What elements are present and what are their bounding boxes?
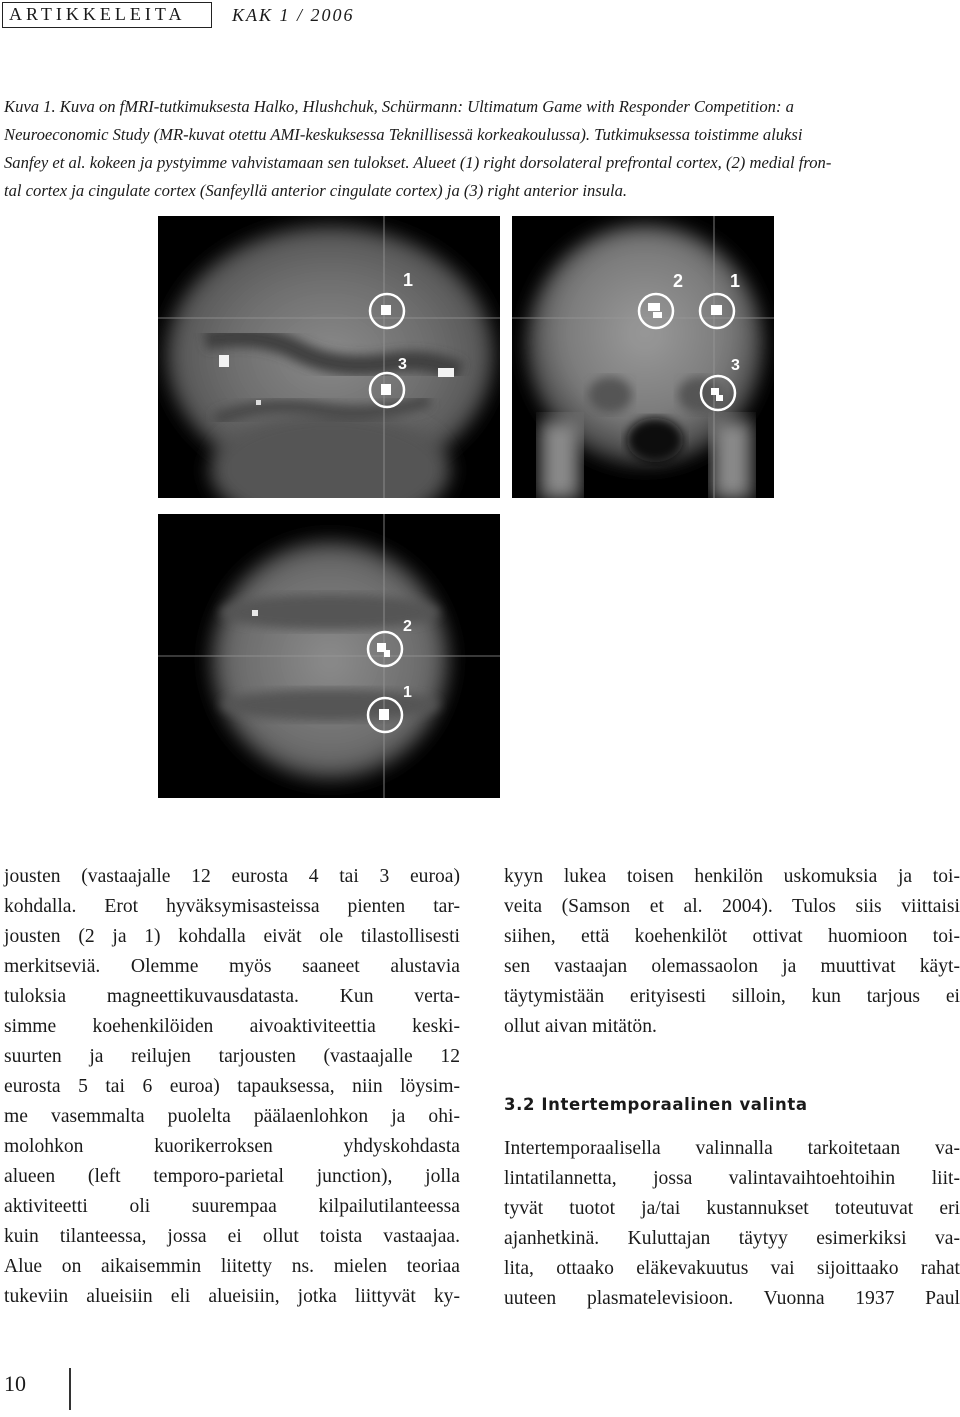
text-line: täytymistään erityisesti silloin, kun tarjous ei: [504, 986, 960, 1007]
text-line: eurosta 5 tai 6 euroa) tapauksessa, niin löysim-: [4, 1076, 460, 1097]
text-line: kuin tilanteessa, jossa ei ollut toista vastaajaa.: [4, 1226, 460, 1247]
text-line: aktiviteetti oli suurempaa kilpailutilanteessa: [4, 1196, 460, 1217]
text-line: lita, ottaako eläkevakuutus vai sijoittaako rahat: [504, 1258, 960, 1279]
right-column: [504, 862, 960, 1314]
caption-line: Neuroeconomic Study (MR-kuvat otettu AMI-keskuksessa Teknillisessä korkeakoulussa). Tutkimuksessa toistimme aluksi: [4, 125, 803, 144]
region-label: 2: [403, 618, 412, 635]
text-line: Alue on aikaisemmin liitetty ns. mielen teoriaa: [4, 1256, 460, 1277]
sagittal-scan: [158, 216, 500, 530]
text-line: sen vastaajan olemassaolon ja muuttivat käyt-: [504, 956, 960, 977]
region-label: 3: [398, 356, 407, 373]
page-number: 10: [4, 1371, 26, 1396]
text-line: kohdalla. Erot hyväksymisasteissa pienten tar-: [4, 896, 460, 917]
caption-line: Kuva 1. Kuva on fMRI-tutkimuksesta Halko, Hlushchuk, Schürmann: Ultimatum Game with Responder Competition: a: [4, 97, 794, 116]
text-line: suurten ja reilujen tarjousten (vastaajalle 12: [4, 1046, 460, 1067]
issue-label: KAK 1 / 2006: [232, 5, 355, 25]
text-line: kyyn lukea toisen henkilön uskomuksia ja toi-: [504, 866, 960, 887]
left-column: [4, 862, 460, 1312]
text-line: tuloksia magneettikuvausdatasta. Kun verta-: [4, 986, 460, 1007]
text-line: tukeviin alueisiin eli alueisiin, jotka liittyvät ky-: [4, 1286, 460, 1307]
text-line: uuteen plasmatelevisioon. Vuonna 1937 Paul: [504, 1288, 960, 1309]
region-label: 1: [730, 271, 741, 291]
caption-line: tal cortex ja cingulate cortex (Sanfeyllä anterior cingulate cortex) ja (3) right anterior insula.: [4, 181, 628, 200]
text-line: Intertemporaalisella valinnalla tarkoitetaan va-: [504, 1138, 960, 1159]
coronal-scan: [512, 216, 774, 500]
text-line: veita (Samson et al. 2004). Tulos siis viittaisi: [504, 896, 960, 917]
text-line: ajanhetkinä. Kuluttajan täytyy esimerkiksi va-: [504, 1228, 960, 1249]
region-label: 1: [403, 684, 412, 701]
text-line: siihen, että koehenkilöt ottivat huomioon toi-: [504, 926, 960, 947]
text-line: merkitseviä. Olemme myös saaneet alustavia: [4, 956, 460, 977]
axial-scan: [158, 514, 500, 798]
region-label: 3: [731, 357, 740, 374]
page-footer: [0, 1360, 200, 1417]
text-line: molohkon kuorikerroksen yhdyskohdasta: [4, 1136, 460, 1157]
section-heading: 3.2 Intertemporaalinen valinta: [504, 1095, 808, 1114]
text-line: tyvät tuotot ja/tai kustannukset toteutuvat eri: [504, 1198, 960, 1219]
text-line: alueen (left temporo-parietal junction), jolla: [4, 1166, 460, 1187]
spacer: [504, 1042, 960, 1090]
text-line: jousten (2 ja 1) kohdalla eivät ole tilastollisesti: [4, 926, 460, 947]
text-line: me vasemmalta puolelta päälaenlohkon ja ohi-: [4, 1106, 460, 1127]
text-line: lintatilannetta, jossa valintavaihtoehtoihin liit-: [504, 1168, 960, 1189]
section-title: ARTIKKELEITA: [2, 2, 212, 28]
text-line: jousten (vastaajalle 12 eurosta 4 tai 3 euroa): [4, 866, 460, 887]
text-line: simme koehenkilöiden aivoaktiviteettia keski-: [4, 1016, 460, 1037]
region-label: 2: [673, 271, 684, 291]
caption-line: Sanfey et al. kokeen ja pystyimme vahvistamaan sen tulokset. Alueet (1) right dorsolateral prefrontal cortex, (2) medial fron-: [4, 153, 832, 172]
region-label: 1: [403, 270, 414, 290]
footer-divider: [69, 1368, 71, 1410]
text-line: ollut aivan mitätön.: [504, 1016, 657, 1037]
